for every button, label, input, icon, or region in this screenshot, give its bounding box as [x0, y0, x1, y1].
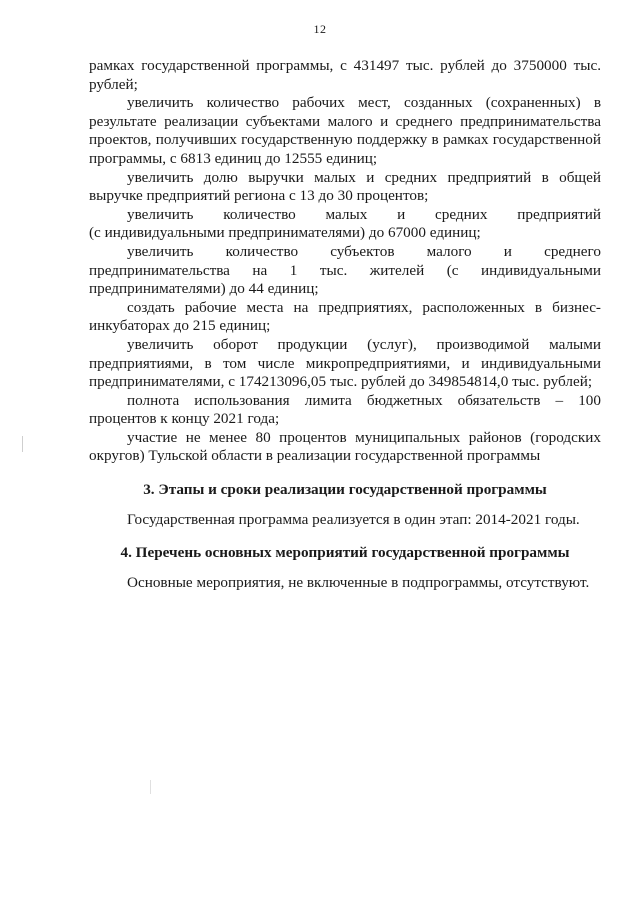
paragraph: [89, 169, 601, 206]
section-heading: 3. Этапы и сроки реализации государственной программы: [143, 481, 547, 499]
scan-artifact: [22, 436, 23, 452]
text-line: увеличить количество рабочих мест, созданных (сохраненных) в: [127, 94, 601, 112]
paragraph: [89, 299, 601, 336]
text-line: проектов, получивших государственную поддержку в рамках государственной: [89, 131, 601, 149]
paragraph: [89, 94, 601, 168]
text-line: предпринимателями, с 174213096,05 тыс. рублей до 349854814,0 тыс. рублей;: [89, 373, 593, 391]
paragraph: [89, 206, 601, 243]
text-line: инкубаторах до 215 единиц;: [89, 317, 271, 335]
text-line: выручке предприятий региона с 13 до 30 процентов;: [89, 187, 429, 205]
page-number: 12: [313, 22, 327, 36]
text-line: рублей;: [89, 75, 138, 93]
text-line: результате реализации субъектами малого и среднего предпринимательства: [89, 112, 601, 130]
scan-artifact: [150, 780, 151, 794]
text-line: (с индивидуальными предпринимателями) до 67000 единиц;: [89, 224, 481, 242]
text-line: увеличить оборот продукции (услуг), производимой малыми: [127, 335, 601, 353]
text-line: программы, с 6813 единиц до 12555 единиц;: [89, 149, 378, 167]
section-text: Государственная программа реализуется в один этап: 2014-2021 годы.: [127, 510, 580, 528]
section-text: Основные мероприятия, не включенные в подпрограммы, отсутствуют.: [127, 573, 590, 591]
paragraph: [89, 392, 601, 429]
paragraph: [89, 243, 601, 299]
text-line: полнота использования лимита бюджетных обязательств – 100: [127, 391, 601, 409]
text-line: рамках государственной программы, с 431497 тыс. рублей до 3750000 тыс.: [89, 57, 601, 74]
text-line: предпринимателями) до 44 единиц;: [89, 280, 319, 298]
text-line: процентов к концу 2021 года;: [89, 410, 280, 428]
text-line: округов) Тульской области в реализации государственной программы: [89, 447, 541, 465]
text-line: предпринимательства на 1 тыс. жителей (с индивидуальными: [89, 261, 601, 279]
text-line: увеличить количество субъектов малого и среднего: [127, 242, 601, 260]
text-line: увеличить количество малых и средних предприятий: [127, 205, 601, 223]
paragraph: [89, 336, 601, 392]
text-line: участие не менее 80 процентов муниципальных районов (городских: [127, 428, 601, 446]
paragraph: [89, 57, 601, 94]
text-line: увеличить долю выручки малых и средних предприятий в общей: [127, 168, 601, 186]
paragraph: [89, 429, 601, 466]
text-line: создать рабочие места на предприятиях, расположенных в бизнес-: [127, 298, 601, 316]
document-body: [89, 57, 601, 592]
text-line: предприятиями, в том числе микропредприятиями, и индивидуальными: [89, 354, 601, 372]
section-heading: 4. Перечень основных мероприятий государственной программы: [120, 544, 570, 562]
